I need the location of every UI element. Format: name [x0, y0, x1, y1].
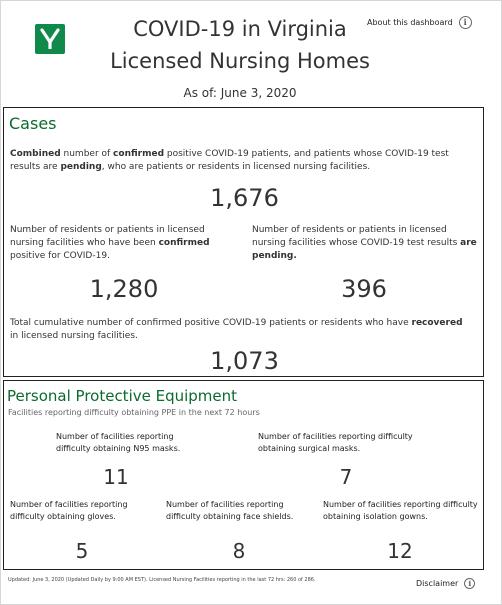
gowns-label: Number of facilities reporting difficulty obtaining isolation gowns. [323, 500, 478, 521]
pending-description [252, 224, 477, 263]
title-line-1: COVID-19 in Virginia [133, 17, 347, 41]
text-fragment: number of [60, 149, 114, 159]
info-icon[interactable]: i [464, 578, 475, 589]
updated-note: Updated: June 3, 2020 (Updated Daily by 9:00 AM EST). Licensed Nursing Facilities reporting in the last 72 hrs: 260 of 286. [8, 577, 316, 583]
confirmed-value: 1,280 [89, 275, 159, 303]
surgical-label: Number of facilities reporting difficulty obtaining surgical masks. [258, 432, 413, 453]
about-dashboard-link[interactable] [367, 16, 472, 29]
are-pending-words: are pending. [252, 238, 477, 261]
recovered-value: 1,073 [210, 347, 279, 375]
text-fragment: positive COVID-19 patients, and patients whose COVID-19 test results are [10, 149, 449, 172]
confirmed-description [10, 224, 225, 263]
virginia-logo-icon [35, 24, 65, 54]
face-shields-label: Number of facilities reporting difficulty obtaining face shields. [166, 500, 294, 521]
n95-value: 11 [103, 465, 129, 489]
combined-word: Combined [10, 149, 61, 159]
text-fragment: Number of residents or patients in licensed nursing facilities who have been [10, 225, 205, 248]
disclaimer-link[interactable] [416, 578, 475, 589]
ppe-panel [3, 380, 484, 570]
pending-value: 396 [341, 275, 387, 303]
gloves-value: 5 [75, 539, 89, 563]
title-line-2: Licensed Nursing Homes [110, 49, 370, 73]
as-of-date: As of: June 3, 2020 [183, 86, 297, 100]
surgical-value: 7 [339, 465, 353, 489]
text-fragment: in licensed nursing facilities. [10, 331, 138, 341]
about-label: About this dashboard [367, 18, 453, 27]
combined-description [10, 148, 472, 174]
n95-label: Number of facilities reporting difficulty obtaining N95 masks. [56, 432, 181, 453]
disclaimer-label: Disclaimer [416, 579, 459, 588]
gowns-value: 12 [387, 539, 413, 563]
confirmed-word: confirmed [158, 238, 210, 248]
combined-value: 1,676 [210, 184, 279, 212]
cases-title: Cases [9, 114, 57, 133]
text-fragment: positive for COVID-19. [10, 251, 110, 261]
cases-panel [3, 107, 484, 377]
page-title [90, 14, 390, 76]
confirmed-word: confirmed [113, 149, 165, 159]
text-fragment: Number of residents or patients in licensed nursing facilities whose COVID-19 test results [252, 225, 461, 248]
info-icon[interactable]: i [459, 16, 472, 29]
text-fragment: Total cumulative number of confirmed positive COVID-19 patients or residents who have [10, 318, 412, 328]
recovered-word: recovered [411, 318, 463, 328]
recovered-description [10, 317, 472, 343]
gloves-label: Number of facilities reporting difficulty obtaining gloves. [10, 500, 128, 521]
pending-word: pending [60, 162, 102, 172]
face-shields-value: 8 [232, 539, 246, 563]
ppe-title: Personal Protective Equipment [7, 387, 238, 405]
text-fragment: , who are patients or residents in licensed nursing facilities. [101, 162, 371, 172]
ppe-subtitle: Facilities reporting difficulty obtaining PPE in the next 72 hours [8, 408, 260, 417]
